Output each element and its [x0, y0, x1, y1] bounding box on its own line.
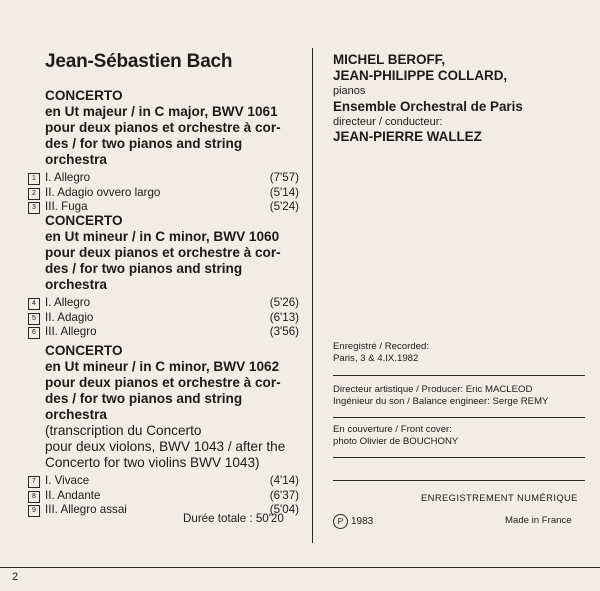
concerto-line: pour deux pianos et orchestre à cor-	[45, 120, 281, 135]
performer-role: pianos	[333, 85, 366, 97]
production-credit	[333, 384, 573, 408]
track-duration: (7'57)	[269, 171, 299, 184]
track-title: II. Adagio	[45, 310, 94, 324]
concerto-line: en Ut mineur / in C minor, BWV 1060	[45, 229, 280, 244]
track-row	[32, 474, 300, 489]
concerto-note: pour deux violons, BWV 1043 / after the	[45, 439, 286, 454]
phonogram-notice	[333, 514, 373, 529]
engineer-credit: Ingénieur du son / Balance engineer: Serge REMY	[333, 396, 549, 408]
recorded-value: Paris, 3 & 4.IX.1982	[333, 353, 419, 365]
track-duration: (3'56)	[269, 325, 299, 338]
concerto-block-1	[32, 88, 300, 215]
track-list	[32, 474, 300, 518]
divider-line	[333, 375, 585, 376]
concerto-line: en Ut mineur / in C minor, BWV 1062	[45, 359, 280, 374]
track-list	[32, 296, 300, 340]
concerto-block-3	[32, 343, 300, 518]
concerto-line: des / for two pianos and string	[45, 136, 243, 151]
track-number: 2	[28, 188, 40, 200]
producer-credit: Directeur artistique / Producer: Eric MACLEOD	[333, 384, 533, 395]
total-duration: Durée totale : 50'20	[183, 512, 284, 525]
composer-name: Jean-Sébastien Bach	[45, 51, 233, 72]
track-title: I. Allegro	[45, 171, 91, 184]
concerto-line: des / for two pianos and string	[45, 391, 243, 406]
conductor-name: JEAN-PIERRE WALLEZ	[333, 129, 482, 144]
concerto-line: pour deux pianos et orchestre à cor-	[45, 245, 281, 260]
ensemble-name: Ensemble Orchestral de Paris	[333, 99, 523, 114]
track-number: 4	[28, 298, 40, 310]
track-number: 9	[28, 505, 40, 517]
pianist-name: JEAN-PHILIPPE COLLARD,	[333, 68, 508, 83]
concerto-block-2	[32, 213, 300, 340]
phonogram-year: 1983	[351, 516, 374, 527]
concerto-note: (transcription du Concerto	[45, 423, 202, 438]
track-number: 7	[28, 476, 40, 488]
track-duration: (5'04)	[269, 503, 299, 516]
track-duration: (6'13)	[269, 310, 299, 324]
pianist-name: MICHEL BEROFF,	[333, 52, 446, 67]
concerto-line: en Ut majeur / in C major, BWV 1061	[45, 104, 278, 119]
track-duration: (4'14)	[269, 474, 299, 487]
recording-credit	[333, 341, 573, 365]
concerto-line: orchestra	[45, 407, 107, 422]
track-list	[32, 171, 300, 215]
track-title: II. Andante	[45, 488, 101, 502]
track-title: III. Fuga	[45, 200, 88, 213]
cover-credit	[333, 424, 573, 448]
performers-block	[333, 52, 573, 145]
digital-recording-label: ENREGISTREMENT NUMÉRIQUE	[421, 492, 578, 503]
cover-label: En couverture / Front cover:	[333, 424, 452, 435]
recorded-label: Enregistré / Recorded:	[333, 341, 429, 352]
track-row	[32, 296, 300, 311]
track-number: 6	[28, 327, 40, 339]
track-row	[32, 310, 300, 326]
track-title: I. Allegro	[45, 296, 91, 309]
track-title: III. Allegro	[45, 325, 97, 338]
cover-value: photo Olivier de BOUCHONY	[333, 436, 459, 448]
track-duration: (5'24)	[269, 200, 299, 213]
track-number: 5	[28, 313, 40, 325]
concerto-title: CONCERTO	[45, 343, 123, 358]
page-number: 2	[12, 571, 19, 583]
concerto-note: Concerto for two violins BWV 1043)	[45, 455, 260, 470]
track-row	[32, 185, 300, 201]
track-row	[32, 171, 300, 186]
made-in-label: Made in France	[505, 515, 572, 526]
track-row	[32, 325, 300, 340]
track-duration: (6'37)	[269, 488, 299, 502]
concerto-line: des / for two pianos and string	[45, 261, 243, 276]
conductor-role: directeur / conducteur:	[333, 116, 443, 128]
track-title: II. Adagio ovvero largo	[45, 185, 161, 199]
concerto-title: CONCERTO	[45, 88, 123, 103]
footer-rule	[0, 567, 600, 568]
track-title: I. Vivace	[45, 474, 90, 487]
divider-line	[333, 480, 585, 481]
track-duration: (5'26)	[269, 296, 299, 309]
concerto-line: pour deux pianos et orchestre à cor-	[45, 375, 281, 390]
track-duration: (5'14)	[269, 185, 299, 199]
divider-line	[333, 417, 585, 418]
track-title: III. Allegro assai	[45, 503, 127, 516]
divider-line	[333, 457, 585, 458]
concerto-line: orchestra	[45, 277, 107, 292]
concerto-title: CONCERTO	[45, 213, 123, 228]
concerto-line: orchestra	[45, 152, 107, 167]
column-divider	[312, 48, 313, 543]
track-number: 1	[28, 173, 40, 185]
track-number: 8	[28, 491, 40, 503]
track-row	[32, 488, 300, 504]
track-number: 3	[28, 202, 40, 214]
phonogram-icon: P	[333, 514, 348, 529]
